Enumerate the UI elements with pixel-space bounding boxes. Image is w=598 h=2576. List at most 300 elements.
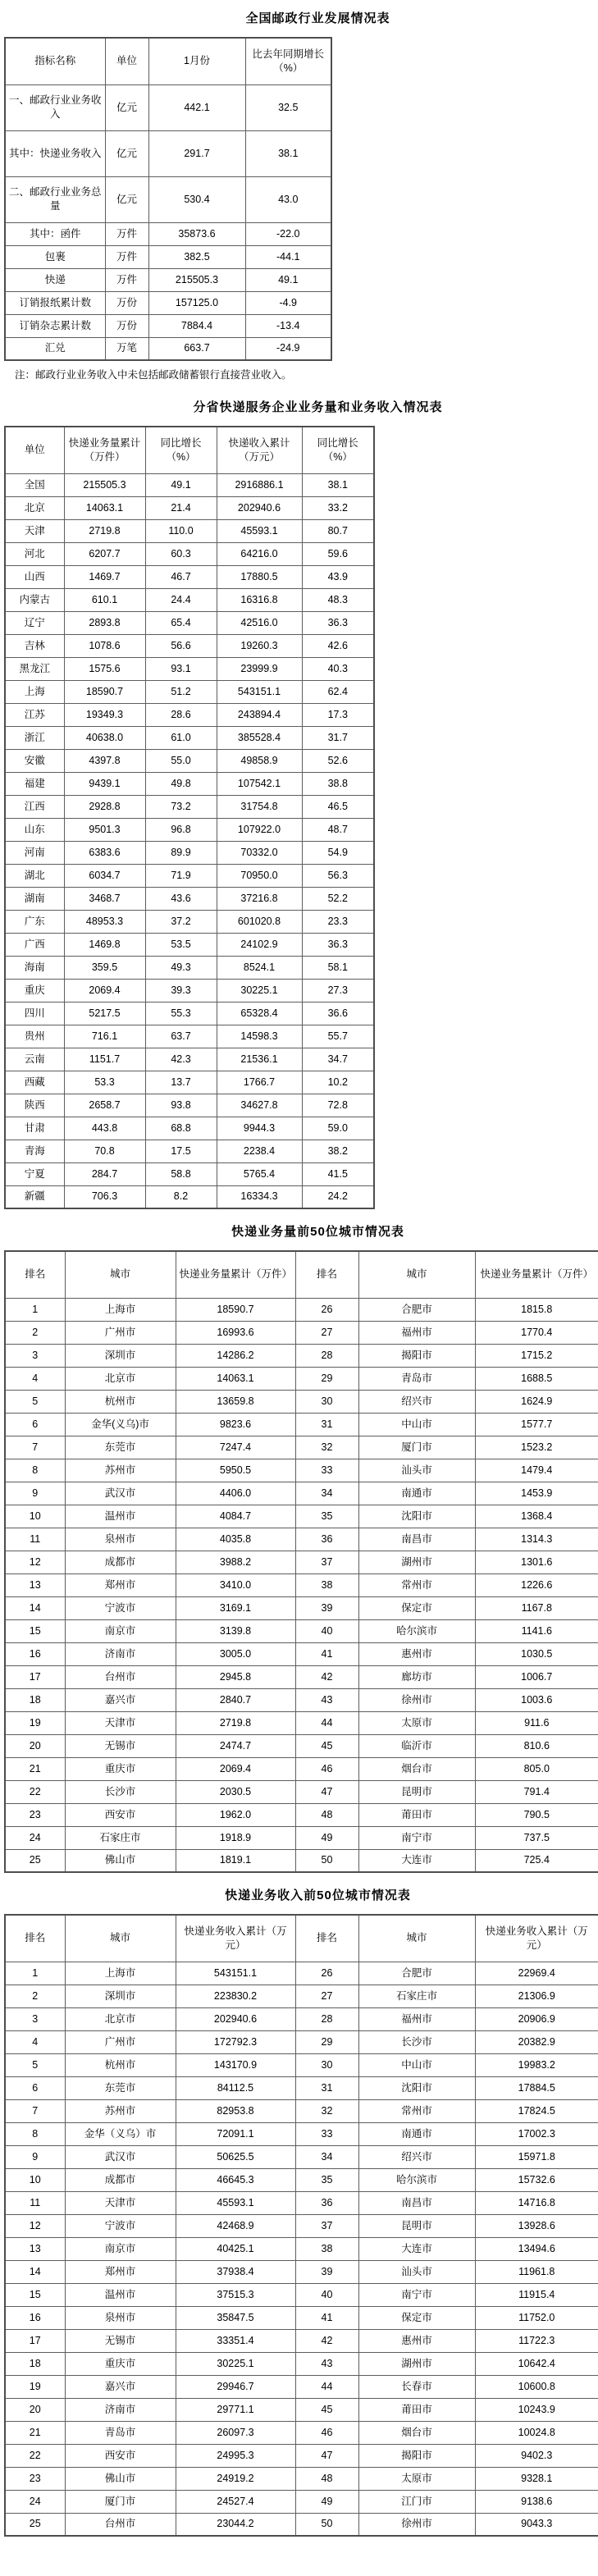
column-header: 单位	[5, 427, 64, 473]
table-cell: 39.3	[145, 979, 217, 1002]
table-cell: 19	[5, 1711, 65, 1734]
table-cell: 31754.8	[217, 795, 302, 818]
table-cell: 17	[5, 2329, 65, 2352]
table-cell: 11915.4	[475, 2283, 598, 2306]
table-cell: 1301.6	[475, 1551, 598, 1573]
table-cell: 37	[295, 2214, 358, 2237]
table-cell: 48	[295, 2467, 358, 2490]
table-cell: 1	[5, 1962, 65, 1985]
table-row	[5, 1619, 598, 1642]
table-cell: 7247.4	[176, 1436, 295, 1459]
table-cell: 陕西	[5, 1094, 64, 1117]
table-cell: 60.3	[145, 542, 217, 565]
table-cell: 48953.3	[64, 910, 145, 933]
table-cell: 3410.0	[176, 1573, 295, 1596]
table-cell: 601020.8	[217, 910, 302, 933]
table-cell: 福州市	[358, 2007, 475, 2030]
table-cell: 33351.4	[176, 2329, 295, 2352]
table-row	[5, 1025, 374, 1048]
table-cell: 4084.7	[176, 1505, 295, 1528]
table-cell: 13659.8	[176, 1390, 295, 1413]
table-cell: 28	[295, 1344, 358, 1367]
table-cell: 厦门市	[358, 1436, 475, 1459]
table-cell: 45593.1	[217, 519, 302, 542]
table-cell: 1151.7	[64, 1048, 145, 1071]
table-row	[5, 1551, 598, 1573]
table-cell: 深圳市	[65, 1985, 176, 2007]
table-row	[5, 337, 331, 360]
table-cell: 8	[5, 1459, 65, 1482]
table-cell: 11	[5, 2191, 65, 2214]
table-cell: 35847.5	[176, 2306, 295, 2329]
province-express-table-title: 分省快递服务企业业务量和业务收入情况表	[193, 400, 443, 414]
table-row	[5, 1642, 598, 1665]
table-row	[5, 1734, 598, 1757]
table-row	[5, 84, 331, 130]
table-cell: 543151.1	[217, 680, 302, 703]
table-cell: 石家庄市	[358, 1985, 475, 2007]
table-cell: 36.3	[302, 933, 374, 956]
table-cell: 太原市	[358, 1711, 475, 1734]
table-cell: 台州市	[65, 2513, 176, 2536]
table-cell: 2030.5	[176, 1780, 295, 1803]
table-cell: 云南	[5, 1048, 64, 1071]
table-cell: 烟台市	[358, 2421, 475, 2444]
table-cell: 202940.6	[176, 2007, 295, 2030]
table-cell: 49858.9	[217, 749, 302, 772]
column-header: 单位	[105, 38, 148, 84]
table-row	[5, 1985, 598, 2007]
table-cell: 1815.8	[475, 1298, 598, 1321]
table-cell: 29771.1	[176, 2398, 295, 2421]
table-cell: 莆田市	[358, 2398, 475, 2421]
table-row	[5, 2007, 598, 2030]
table-cell: 15971.8	[475, 2145, 598, 2168]
table-cell: 湖州市	[358, 2352, 475, 2375]
table-cell: 58.1	[302, 956, 374, 979]
table-cell: 包裹	[5, 245, 105, 268]
table-cell: 82953.8	[176, 2099, 295, 2122]
table-cell: 杭州市	[65, 2053, 176, 2076]
table-row	[5, 1757, 598, 1780]
table-cell: 西藏	[5, 1071, 64, 1094]
table-cell: 汕头市	[358, 1459, 475, 1482]
table-cell: 47	[295, 2444, 358, 2467]
table-row	[5, 519, 374, 542]
table-cell: 1819.1	[176, 1849, 295, 1872]
table-cell: 西安市	[65, 1803, 176, 1826]
table-cell: 27	[295, 1321, 358, 1344]
table-header-row	[5, 1251, 598, 1298]
table-cell: 36	[295, 2191, 358, 2214]
table-cell: 30	[295, 2053, 358, 2076]
table-cell: 442.1	[148, 84, 245, 130]
table-cell: 24	[5, 2490, 65, 2513]
table-row	[5, 1117, 374, 1140]
table-cell: 107542.1	[217, 772, 302, 795]
table-cell: 江西	[5, 795, 64, 818]
table-cell: 二、邮政行业业务总量	[5, 176, 105, 222]
table-cell: 天津市	[65, 1711, 176, 1734]
table-cell: 48.3	[302, 588, 374, 611]
table-row	[5, 1665, 598, 1688]
table-cell: 重庆市	[65, 2352, 176, 2375]
table-cell: 10.2	[302, 1071, 374, 1094]
table-cell: 16993.6	[176, 1321, 295, 1344]
table-cell: 42.3	[145, 1048, 217, 1071]
table-cell: 9	[5, 2145, 65, 2168]
table-cell: 3	[5, 2007, 65, 2030]
table-cell: 17.5	[145, 1140, 217, 1162]
table-row	[5, 1140, 374, 1162]
table-cell: 江门市	[358, 2490, 475, 2513]
top50-income-cities-table-title: 快递业务收入前50位城市情况表	[225, 1889, 411, 1902]
table-cell: 湖州市	[358, 1551, 475, 1573]
table-cell: 30225.1	[176, 2352, 295, 2375]
table-cell: 金华(义乌)市	[65, 1413, 176, 1436]
table-cell: 14063.1	[176, 1367, 295, 1390]
table-cell: 53.3	[64, 1071, 145, 1094]
table-body	[5, 473, 374, 1208]
table-cell: 嘉兴市	[65, 1688, 176, 1711]
table-cell: 31	[295, 1413, 358, 1436]
table-cell: 24.4	[145, 588, 217, 611]
table-cell: 9439.1	[64, 772, 145, 795]
table-cell: 中山市	[358, 2053, 475, 2076]
table-cell: 29	[295, 1367, 358, 1390]
table-cell: 663.7	[148, 337, 245, 360]
table-cell: 辽宁	[5, 611, 64, 634]
table-row	[5, 1826, 598, 1849]
table-cell: 38.1	[302, 473, 374, 496]
table-cell: 80.7	[302, 519, 374, 542]
table-cell: 厦门市	[65, 2490, 176, 2513]
table-cell: 内蒙古	[5, 588, 64, 611]
table-cell: 常州市	[358, 1573, 475, 1596]
table-cell: 2	[5, 1985, 65, 2007]
table-row	[5, 933, 374, 956]
table-row	[5, 841, 374, 864]
table-cell: 江苏	[5, 703, 64, 726]
table-cell: 37	[295, 1551, 358, 1573]
table-cell: 13	[5, 1573, 65, 1596]
table-row	[5, 2306, 598, 2329]
table-cell: 50625.5	[176, 2145, 295, 2168]
table-cell: 68.8	[145, 1117, 217, 1140]
table-cell: 48	[295, 1803, 358, 1826]
table-cell: 14063.1	[64, 496, 145, 519]
table-cell: 42468.9	[176, 2214, 295, 2237]
table-row	[5, 2467, 598, 2490]
table-cell: 13928.6	[475, 2214, 598, 2237]
table-row	[5, 1367, 598, 1390]
table-row	[5, 565, 374, 588]
table-cell: 62.4	[302, 680, 374, 703]
table-row	[5, 2191, 598, 2214]
table-cell: 13494.6	[475, 2237, 598, 2260]
table-cell: 28	[295, 2007, 358, 2030]
table-cell: 63.7	[145, 1025, 217, 1048]
table-cell: 93.1	[145, 657, 217, 680]
table-row	[5, 1390, 598, 1413]
table-cell: 39	[295, 1596, 358, 1619]
table-cell: 大连市	[358, 1849, 475, 1872]
table-row	[5, 1459, 598, 1482]
table1-footnote: 注：邮政行业业务收入中未包括邮政储蓄银行直接营业收入。	[15, 369, 292, 381]
table-cell: 郑州市	[65, 2260, 176, 2283]
table-cell: 6383.6	[64, 841, 145, 864]
table-cell: 27.3	[302, 979, 374, 1002]
table-cell: 11752.0	[475, 2306, 598, 2329]
table-cell: 35	[295, 1505, 358, 1528]
table-cell: 22	[5, 1780, 65, 1803]
province-express-volume-income-table	[4, 426, 375, 1209]
table-cell: 1624.9	[475, 1390, 598, 1413]
table-cell: 温州市	[65, 1505, 176, 1528]
table-cell: 9138.6	[475, 2490, 598, 2513]
table-cell: 3468.7	[64, 887, 145, 910]
table-cell: 上海市	[65, 1298, 176, 1321]
table-cell: 长春市	[358, 2375, 475, 2398]
table-cell: 4397.8	[64, 749, 145, 772]
table-cell: 38.8	[302, 772, 374, 795]
table-cell: 万份	[105, 314, 148, 337]
table-cell: 1918.9	[176, 1826, 295, 1849]
table-cell: 2069.4	[176, 1757, 295, 1780]
table-cell: 45	[295, 1734, 358, 1757]
table-cell: 73.2	[145, 795, 217, 818]
table-cell: 35873.6	[148, 222, 245, 245]
table-cell: 济南市	[65, 2398, 176, 2421]
table-cell: 南通市	[358, 1482, 475, 1505]
table-cell: 青岛市	[65, 2421, 176, 2444]
table-cell: 莆田市	[358, 1803, 475, 1826]
column-header: 城市	[65, 1251, 176, 1298]
table-cell: 47	[295, 1780, 358, 1803]
column-header: 快递收入累计（万元）	[217, 427, 302, 473]
table-row	[5, 1803, 598, 1826]
table-cell: 41.5	[302, 1162, 374, 1185]
table-cell: 38	[295, 2237, 358, 2260]
table-cell: 2719.8	[64, 519, 145, 542]
table-cell: 56.6	[145, 634, 217, 657]
table-cell: 上海	[5, 680, 64, 703]
table-cell: 2840.7	[176, 1688, 295, 1711]
table-cell: 21536.1	[217, 1048, 302, 1071]
table-row	[5, 979, 374, 1002]
table-cell: 58.8	[145, 1162, 217, 1185]
table-row	[5, 1321, 598, 1344]
table-cell: 青海	[5, 1140, 64, 1162]
table-cell: 41	[295, 2306, 358, 2329]
table-cell: 40425.1	[176, 2237, 295, 2260]
table-cell: 31	[295, 2076, 358, 2099]
table-cell: 359.5	[64, 956, 145, 979]
table-cell: 43	[295, 2352, 358, 2375]
table-cell: 12	[5, 2214, 65, 2237]
table-cell: 44	[295, 1711, 358, 1734]
table-cell: 合肥市	[358, 1298, 475, 1321]
table-cell: 4	[5, 1367, 65, 1390]
table-cell: 223830.2	[176, 1985, 295, 2007]
table-cell: 72.8	[302, 1094, 374, 1117]
table-cell: 汇兑	[5, 337, 105, 360]
table-cell: 37938.4	[176, 2260, 295, 2283]
table-cell: 5950.5	[176, 1459, 295, 1482]
table-cell: 揭阳市	[358, 2444, 475, 2467]
table-cell: 18590.7	[176, 1298, 295, 1321]
table-cell: 浙江	[5, 726, 64, 749]
table-cell: 42	[295, 2329, 358, 2352]
table-cell: 42.6	[302, 634, 374, 657]
table-row	[5, 1505, 598, 1528]
column-header: 快递业务收入累计（万元）	[475, 1915, 598, 1962]
table-row	[5, 772, 374, 795]
table-row	[5, 2490, 598, 2513]
table-cell: 385528.4	[217, 726, 302, 749]
table-cell: 20382.9	[475, 2030, 598, 2053]
table-cell: 59.6	[302, 542, 374, 565]
column-header: 快递业务量累计（万件）	[475, 1251, 598, 1298]
table-row	[5, 818, 374, 841]
table-cell: 四川	[5, 1002, 64, 1025]
table-cell: 17880.5	[217, 565, 302, 588]
table-row	[5, 2398, 598, 2421]
table-row	[5, 2513, 598, 2536]
table-cell: -22.0	[245, 222, 331, 245]
table-cell: 上海市	[65, 1962, 176, 1985]
top50-express-volume-cities-table	[4, 1250, 598, 1873]
table-cell: 1715.2	[475, 1344, 598, 1367]
table-cell: 15	[5, 1619, 65, 1642]
table-cell: 29946.7	[176, 2375, 295, 2398]
table-cell: 万件	[105, 245, 148, 268]
table-cell: 70.8	[64, 1140, 145, 1162]
column-header: 快递业务量累计（万件）	[64, 427, 145, 473]
table-cell: 济南市	[65, 1642, 176, 1665]
table-cell: 福州市	[358, 1321, 475, 1344]
table-cell: 17.3	[302, 703, 374, 726]
table-cell: 14286.2	[176, 1344, 295, 1367]
table-cell: 7	[5, 1436, 65, 1459]
table-cell: 重庆市	[65, 1757, 176, 1780]
table-row	[5, 2352, 598, 2375]
table-cell: 42	[295, 1665, 358, 1688]
table-cell: 34	[295, 2145, 358, 2168]
table-cell: 40	[295, 2283, 358, 2306]
table-cell: 杭州市	[65, 1390, 176, 1413]
table-cell: 10024.8	[475, 2421, 598, 2444]
table-cell: 53.5	[145, 933, 217, 956]
table-cell: 1962.0	[176, 1803, 295, 1826]
table-cell: 14716.8	[475, 2191, 598, 2214]
table-cell: 30225.1	[217, 979, 302, 1002]
table-cell: 1368.4	[475, 1505, 598, 1528]
table-cell: 55.0	[145, 749, 217, 772]
table-row	[5, 1094, 374, 1117]
table-cell: 24102.9	[217, 933, 302, 956]
table-cell: 万份	[105, 291, 148, 314]
table-cell: 1688.5	[475, 1367, 598, 1390]
table-cell: 46	[295, 1757, 358, 1780]
table-cell: 泉州市	[65, 2306, 176, 2329]
table-cell: 泉州市	[65, 1528, 176, 1551]
table-cell: 成都市	[65, 1551, 176, 1573]
table-cell: 19	[5, 2375, 65, 2398]
table-cell: 29	[295, 2030, 358, 2053]
table-cell: 2474.7	[176, 1734, 295, 1757]
table-cell: 7	[5, 2099, 65, 2122]
table-cell: 215505.3	[64, 473, 145, 496]
table-cell: 3169.1	[176, 1596, 295, 1619]
table-cell: 订销报纸累计数	[5, 291, 105, 314]
table-cell: 2893.8	[64, 611, 145, 634]
table-cell: 43	[295, 1688, 358, 1711]
column-header: 比去年同期增长（%）	[245, 38, 331, 84]
table-cell: 南通市	[358, 2122, 475, 2145]
table-cell: 17884.5	[475, 2076, 598, 2099]
table-cell: 南京市	[65, 2237, 176, 2260]
table-cell: 64216.0	[217, 542, 302, 565]
table-cell: 11	[5, 1528, 65, 1551]
table-cell: 52.6	[302, 749, 374, 772]
table-cell: 33	[295, 2122, 358, 2145]
table-cell: 苏州市	[65, 2099, 176, 2122]
table-cell: 1469.8	[64, 933, 145, 956]
table-cell: 20	[5, 1734, 65, 1757]
column-header: 1月份	[148, 38, 245, 84]
table-cell: 福建	[5, 772, 64, 795]
table-cell: 10	[5, 2168, 65, 2191]
table-cell: -4.9	[245, 291, 331, 314]
table-cell: 一、邮政行业业务收入	[5, 84, 105, 130]
table-cell: 1766.7	[217, 1071, 302, 1094]
table-cell: 10243.9	[475, 2398, 598, 2421]
table-row	[5, 2444, 598, 2467]
table-cell: 沈阳市	[358, 1505, 475, 1528]
table-cell: 46	[295, 2421, 358, 2444]
table-cell: 3988.2	[176, 1551, 295, 1573]
table-cell: 21306.9	[475, 1985, 598, 2007]
table-cell: 143170.9	[176, 2053, 295, 2076]
table-cell: 810.6	[475, 1734, 598, 1757]
table-row	[5, 176, 331, 222]
table-cell: 14	[5, 2260, 65, 2283]
table-row	[5, 2145, 598, 2168]
table-cell: 790.5	[475, 1803, 598, 1826]
table-cell: 18	[5, 1688, 65, 1711]
table-cell: 2916886.1	[217, 473, 302, 496]
table-cell: 791.4	[475, 1780, 598, 1803]
table-cell: 16334.3	[217, 1185, 302, 1208]
table-cell: 215505.3	[148, 268, 245, 291]
table-cell: 23	[5, 1803, 65, 1826]
table-cell: 38.2	[302, 1140, 374, 1162]
table-cell: 28.6	[145, 703, 217, 726]
table-cell: 24527.4	[176, 2490, 295, 2513]
table-cell: 46645.3	[176, 2168, 295, 2191]
table-cell: 东莞市	[65, 1436, 176, 1459]
table-cell: 45	[295, 2398, 358, 2421]
table-cell: 157125.0	[148, 291, 245, 314]
table-row	[5, 314, 331, 337]
table-cell: 武汉市	[65, 2145, 176, 2168]
table-cell: 4	[5, 2030, 65, 2053]
table-cell: 21	[5, 2421, 65, 2444]
table-cell: 46.7	[145, 565, 217, 588]
table-row	[5, 726, 374, 749]
table-row	[5, 2076, 598, 2099]
